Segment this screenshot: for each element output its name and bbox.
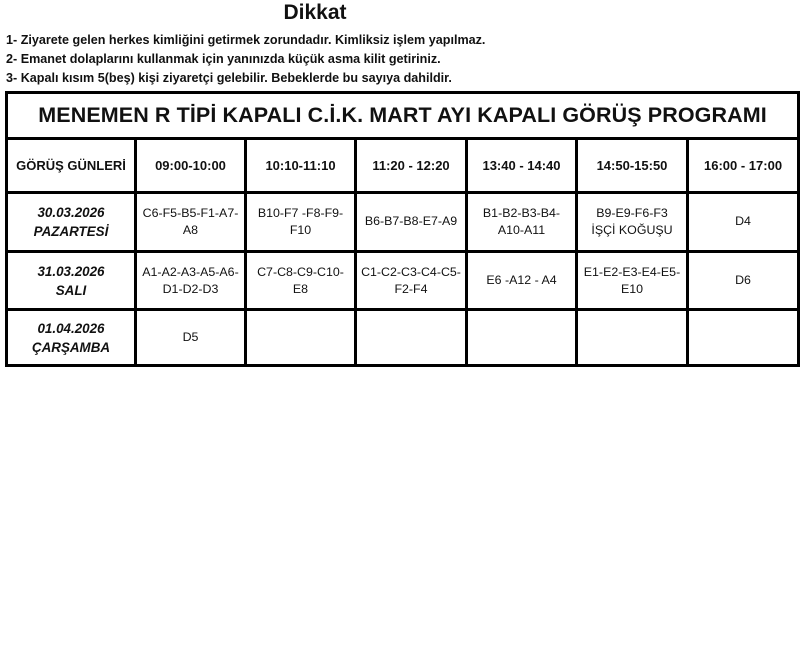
time-slot-header: 09:00-10:00 — [136, 139, 246, 193]
ward-list-line: B1-B2-B3-B4- — [482, 205, 561, 220]
empty-slot-cell — [467, 310, 577, 366]
days-column-header: GÖRÜŞ GÜNLERİ — [7, 139, 136, 193]
notice-item: 1- Ziyarete gelen herkes kimliğini getirmek zorundadır. Kimliksiz işlem yapılmaz. — [6, 33, 486, 47]
empty-slot-cell — [688, 310, 799, 366]
slot-cell — [246, 192, 356, 251]
notice-item: 3- Kapalı kısım 5(beş) kişi ziyaretçi gelebilir. Bebeklerde bu sayıya dahildir. — [6, 71, 452, 85]
day-cell — [7, 192, 136, 251]
ward-list-line: F10 — [289, 222, 312, 237]
ward-list-line: D1-D2-D3 — [162, 281, 219, 296]
slot-cell — [577, 251, 688, 310]
empty-slot-cell — [246, 310, 356, 366]
ward-list-line: B10-F7 -F8-F9- — [257, 205, 344, 220]
empty-slot-cell — [577, 310, 688, 366]
slot-cell — [467, 192, 577, 251]
time-slot-header: 13:40 - 14:40 — [467, 139, 577, 193]
ward-list-line: E10 — [620, 281, 644, 296]
slot-cell — [136, 310, 246, 366]
time-slot-header: 11:20 - 12:20 — [356, 139, 467, 193]
slot-cell — [136, 251, 246, 310]
notice-title: Dikkat — [283, 1, 347, 24]
slot-cell — [577, 192, 688, 251]
notice-list — [6, 31, 485, 88]
day-date: 31.03.2026 — [37, 263, 105, 279]
table-row — [7, 310, 799, 366]
slot-cell — [467, 251, 577, 310]
ward-list-line: A1-A2-A3-A5-A6- — [142, 264, 239, 279]
ward-list-line: F2-F4 — [394, 281, 428, 296]
ward-list-line: E1-E2-E3-E4-E5- — [583, 264, 681, 279]
table-row — [7, 192, 799, 251]
schedule-title: MENEMEN R TİPİ KAPALI C.İ.K. MART AYI KAPALI GÖRÜŞ PROGRAMI — [7, 93, 799, 139]
day-date: 01.04.2026 — [37, 320, 105, 336]
time-slot-header: 10:10-11:10 — [246, 139, 356, 193]
slot-cell — [356, 251, 467, 310]
slot-cell — [688, 251, 799, 310]
day-name: SALI — [55, 282, 87, 298]
ward-list-line: C1-C2-C3-C4-C5- — [361, 264, 461, 279]
empty-slot-cell — [356, 310, 467, 366]
day-date: 30.03.2026 — [37, 204, 105, 220]
ward-list-line: C7-C8-C9-C10- — [257, 264, 344, 279]
header-row — [7, 139, 799, 193]
time-slot-header: 16:00 - 17:00 — [688, 139, 799, 193]
slot-cell — [246, 251, 356, 310]
ward-list-line: C6-F5-B5-F1-A7- — [142, 205, 239, 220]
day-cell — [7, 310, 136, 366]
day-rows — [7, 192, 799, 365]
ward-list-line: E8 — [292, 281, 309, 296]
table-row — [7, 251, 799, 310]
ward-list-line: A8 — [182, 222, 199, 237]
ward-list-line: B9-E9-F6-F3 — [596, 205, 668, 220]
ward-list-line: E6 -A12 - A4 — [486, 273, 557, 287]
slot-cell — [136, 192, 246, 251]
ward-list-line: İŞÇİ KOĞUŞU — [591, 222, 673, 237]
time-slot-header: 14:50-15:50 — [577, 139, 688, 193]
ward-list-line: D5 — [182, 330, 199, 345]
ward-list-line: D6 — [735, 273, 751, 287]
day-name: PAZARTESİ — [33, 223, 109, 239]
ward-list-line: B6-B7-B8-E7-A9 — [364, 214, 458, 229]
ward-list-line: A10-A11 — [497, 222, 546, 237]
slot-cell — [688, 192, 799, 251]
slot-cell — [356, 192, 467, 251]
day-cell — [7, 251, 136, 310]
day-name: ÇARŞAMBA — [31, 339, 111, 355]
ward-list-line: D4 — [735, 214, 751, 229]
visit-schedule-table — [5, 91, 800, 367]
notice-item: 2- Emanet dolaplarını kullanmak için yanınızda küçük asma kilit getiriniz. — [6, 52, 441, 66]
